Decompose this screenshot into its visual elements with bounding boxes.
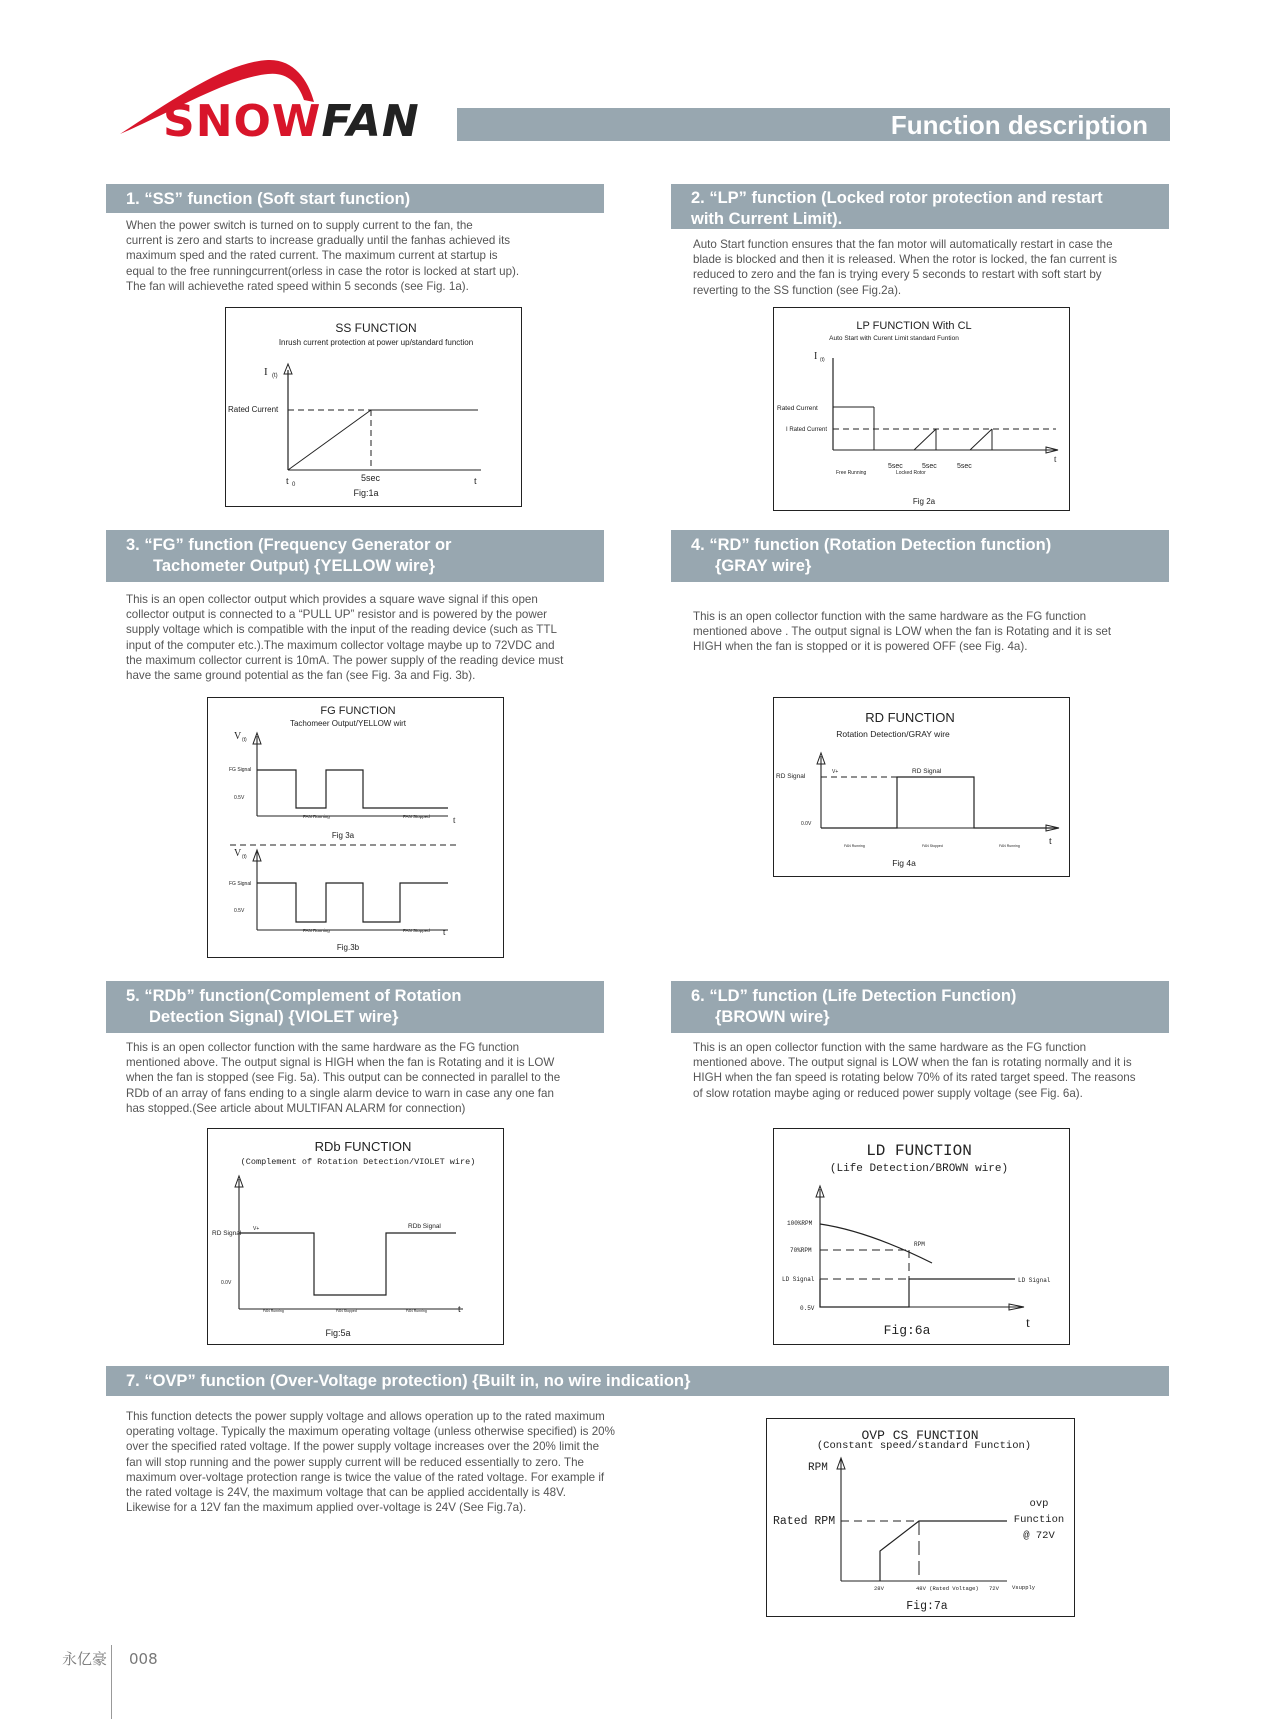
fig5-run2-label: FAN Running — [406, 1309, 427, 1313]
text-line: This function detects the power supply voltage and allows operation up to the rated maximum — [126, 1410, 605, 1423]
figure-5a — [207, 1128, 504, 1345]
section-7-title — [106, 1366, 1169, 1396]
fig6-rpm70-label: 70%RPM — [790, 1247, 812, 1254]
footer-company: 永亿豪 — [62, 1650, 108, 1668]
fig6-low-label: 0.5V — [800, 1305, 815, 1312]
text-line: When the power switch is turned on to supply current to the fan, the — [126, 219, 473, 232]
fig5-vplus: V+ — [253, 1226, 260, 1232]
section-3-body — [126, 592, 563, 683]
fig4-low-label: 0.0V — [801, 821, 812, 827]
section-5-title — [106, 981, 604, 1033]
page-title: Function description — [890, 110, 1148, 140]
fig7-28v-label: 28V — [874, 1585, 884, 1592]
section-2-title-line1: 2. “LP” function (Locked rotor protection and restart — [691, 189, 1103, 207]
fig4-vplus: V+ — [832, 769, 839, 775]
section-2-title — [671, 184, 1169, 229]
text-line: equal to the free runningcurrent(orless in case the rotor is locked at start up). — [126, 264, 520, 278]
figure-3 — [207, 697, 504, 958]
fig5-low-label: 0.0V — [221, 1280, 232, 1286]
fig1-y-label: I — [264, 366, 268, 378]
text-line: blade is blocked and then it is released. When the rotor is locked, the fan current is — [693, 253, 1118, 267]
section-5-title-line2: Detection Signal) {VIOLET wire} — [149, 1008, 399, 1026]
text-line: mentioned above. The output signal is HIGH when the fan is Rotating and it is LOW — [126, 1056, 555, 1070]
text-line: This is an open collector function with the same hardware as the FG function — [693, 610, 1087, 623]
text-line: the maximum collector current is 10mA. The power supply of the reading device must — [126, 653, 564, 667]
fig2-free-running: Free Running — [836, 470, 867, 476]
fig7-72v-label: 72V — [989, 1585, 999, 1592]
section-4-title-line1: 4. “RD” function (Rotation Detection function) — [691, 536, 1052, 554]
section-5-body — [126, 1040, 560, 1116]
fig7-ovp-line3: @ 72V — [1023, 1530, 1055, 1542]
fig3a-stop-label: FAN Stopped — [403, 814, 430, 819]
fig4-run-label: FAN Running — [844, 844, 865, 848]
section-5-title-line1: 5. “RDb” function(Complement of Rotation — [126, 987, 462, 1005]
fig3b-v: V — [234, 848, 242, 859]
text-line: the rated voltage is 24V, the maximum voltage that can be applied accidentally is 48V. — [126, 1486, 566, 1500]
fig3b-signal-label: FG Signal — [229, 881, 252, 887]
text-line: operating voltage. Typically the maximum operating voltage (unless otherwise specified) is 20% — [126, 1425, 615, 1439]
fig5-t: t — [458, 1304, 461, 1315]
fig4-signal-label: RD Signal — [776, 773, 806, 780]
fig6-t: t — [1026, 1316, 1030, 1331]
fig3b-stop-label: FAN Stopped — [403, 928, 430, 933]
fig3a-run-label: FAN Running — [303, 814, 330, 819]
fig4-title: RD FUNCTION — [865, 710, 955, 725]
text-line: over the specified rated voltage. If the power supply voltage increases over the 20% limit the — [126, 1440, 600, 1454]
text-line: supply voltage which is compatible with the input of the reading device (such as TTL — [126, 623, 557, 637]
fig4-stop-label: FAN Stopped — [922, 844, 943, 848]
fig5-signal2-label: RDb Signal — [408, 1223, 441, 1230]
fig3a-caption: Fig 3a — [331, 831, 355, 840]
fig5-run-label: FAN Running — [263, 1309, 284, 1313]
fig4-signal2-label: RD Signal — [912, 768, 942, 775]
fig7-title: OVP CS FUNCTION — [861, 1428, 979, 1443]
section-6-body — [693, 1040, 1136, 1101]
fig3-title: FG FUNCTION — [320, 705, 396, 717]
fig7-ovp-line2: Function — [1013, 1514, 1065, 1526]
fig7-rated-label: Rated RPM — [773, 1515, 836, 1528]
footer — [62, 1648, 158, 1669]
text-line: fan will stop running and the power supply current will be reduced essentially to zero. The — [126, 1455, 584, 1469]
fig4-t: t — [1049, 836, 1052, 847]
text-line: of slow rotation maybe aging or reduced power supply voltage (see Fig. 6a). — [693, 1086, 1083, 1100]
text-line: HIGH when the fan speed is rotating below 70% of its rated target speed. The reasons — [693, 1071, 1136, 1085]
fig2-caption: Fig 2a — [912, 497, 936, 506]
fig7-48v-label: 48V (Rated Voltage) — [916, 1585, 979, 1592]
fig1-5sec: 5sec — [361, 473, 381, 483]
fig6-ld-signal-label: LD Signal — [782, 1276, 815, 1283]
text-line: maximum over-voltage protection range is twice the value of the rated voltage. For example if — [126, 1470, 605, 1484]
fig2-title: LP FUNCTION With CL — [856, 320, 972, 332]
fig2-5sec-2: 5sec — [922, 463, 937, 470]
text-line: current is zero and starts to increase gradually until the fanhas achieved its — [126, 234, 511, 248]
figure-1a — [225, 307, 522, 507]
logo-wordmark — [163, 96, 420, 147]
fig4-caption: Fig 4a — [892, 858, 916, 868]
fig6-caption: Fig:6a — [883, 1323, 931, 1338]
section-6-title-line2: {BROWN wire} — [715, 1008, 830, 1026]
fig3b-low-label: 0.5V — [234, 908, 245, 914]
text-line: maximum sped and the rated current. The maximum current at startup is — [126, 249, 498, 263]
figure-4a — [773, 697, 1070, 877]
fig6-ld-signal2-label: LD Signal — [1018, 1277, 1051, 1284]
fig1-t: t — [474, 476, 477, 487]
fig3a-v-sub: (t) — [242, 737, 247, 743]
fig3b-caption: Fig.3b — [336, 943, 360, 952]
section-1-title-line1: 1. “SS” function (Soft start function) — [126, 190, 411, 208]
text-line: reduced to zero and the fan is trying every 5 seconds to restart with soft start by — [693, 268, 1102, 282]
text-line: The fan will achievethe rated speed within 5 seconds (see Fig. 1a). — [126, 279, 469, 293]
figure-6a — [773, 1128, 1070, 1345]
text-line: This is an open collector function with the same hardware as the FG function — [126, 1041, 520, 1054]
text-line: when the fan is stopped (see Fig. 5a). This output can be connected in parallel to the — [126, 1071, 561, 1085]
text-line: RDb of an array of fans ending to a single alarm device to warn in case any one fan — [126, 1086, 554, 1100]
section-1-body — [126, 218, 519, 294]
fig2-irated-label: I Rated Current — [786, 427, 828, 433]
section-2-title-line2: with Current Limit). — [691, 210, 843, 228]
text-line: This is an open collector output which provides a square wave signal if this open — [126, 593, 538, 606]
fig3-subtitle: Tachomeer Output/YELLOW wirt — [289, 719, 407, 728]
fig6-rpm-label: RPM — [914, 1241, 925, 1248]
section-3-title — [106, 530, 604, 582]
fig7-subtitle: (Constant speed/standard Function) — [816, 1440, 1032, 1452]
fig2-5sec-3: 5sec — [957, 463, 972, 470]
fig3b-v-sub: (t) — [242, 854, 247, 860]
text-line: This is an open collector function with the same hardware as the FG function — [693, 1041, 1087, 1054]
fig6-rpm100-label: 100%RPM — [787, 1220, 813, 1227]
fig1-rated-label: Rated Current — [228, 405, 279, 414]
text-line: Auto Start function ensures that the fan motor will automatically restart in case the — [693, 238, 1113, 251]
fig2-subtitle: Auto Start with Curent Limit standard Funtion — [829, 335, 959, 342]
logo-fan: FAN — [321, 96, 420, 147]
fig3a-low-label: 0.5V — [234, 795, 245, 801]
text-line: HIGH when the fan is stopped or it is powered OFF (see Fig. 4a). — [693, 640, 1028, 654]
fig5-caption: Fig:5a — [325, 1328, 351, 1338]
logo-snow: SNOW — [163, 96, 322, 147]
fig2-t: t — [1054, 454, 1057, 464]
fig7-vsupply-label: Vsupply — [1012, 1584, 1036, 1591]
fig1-caption: Fig:1a — [353, 488, 379, 498]
section-3-title-line1: 3. “FG” function (Frequency Generator or — [126, 536, 452, 554]
text-line: reverting to the SS function (see Fig.2a). — [693, 283, 902, 297]
fig2-locked-rotor: Locked Rotor — [896, 470, 926, 476]
figure-7a — [766, 1418, 1075, 1617]
fig2-5sec-1: 5sec — [888, 463, 903, 470]
footer-page-number: 008 — [129, 1650, 158, 1668]
section-2-body — [693, 237, 1117, 298]
fig2-y-label: I — [814, 351, 818, 362]
fig2-y-sub: (t) — [820, 357, 825, 363]
fig7-rpm-label: RPM — [808, 1462, 828, 1474]
fig3a-signal-label: FG Signal — [229, 767, 252, 773]
section-4-title-line2: {GRAY wire} — [715, 557, 812, 575]
fig4-subtitle: Rotation Detection/GRAY wire — [836, 729, 950, 739]
text-line: mentioned above. The output signal is LOW when the fan is rotating normally and it is — [693, 1056, 1132, 1070]
fig3a-t: t — [453, 815, 456, 825]
fig7-ovp-line1: ovp — [1029, 1498, 1049, 1510]
fig1-t0-sub: 0 — [292, 482, 296, 488]
section-6-title — [671, 981, 1169, 1033]
fig1-t0: t — [286, 476, 289, 487]
fig1-subtitle: Inrush current protection at power up/standard function — [278, 338, 474, 347]
fig6-title: LD FUNCTION — [866, 1142, 972, 1160]
text-line: Likewise for a 12V fan the maximum applied over-voltage is 24V (See Fig.7a). — [126, 1501, 527, 1515]
fig4-run2-label: FAN Running — [999, 844, 1020, 848]
text-line: collector output is connected to a “PULL UP” resistor and is powered by the power — [126, 608, 548, 622]
fig2-rated-label: Rated Current — [777, 405, 818, 412]
fig1-y-sub: (t) — [272, 373, 278, 379]
snowfan-logo — [118, 54, 428, 146]
fig3b-run-label: FAN Running — [303, 928, 330, 933]
text-line: have the same ground potential as the fan (see Fig. 3a and Fig. 3b). — [126, 669, 476, 683]
section-1-title — [106, 184, 604, 213]
fig3b-t: t — [443, 927, 446, 937]
section-4-body — [693, 609, 1111, 655]
fig5-signal-label: RD Signal — [212, 1230, 242, 1237]
text-line: input of the computer etc.).The maximum collector voltage maybe up to 72VDC and — [126, 638, 555, 652]
section-7-title-line1: 7. “OVP” function (Over-Voltage protection) {Built in, no wire indication} — [126, 1372, 691, 1390]
fig5-title: RDb FUNCTION — [314, 1139, 412, 1154]
fig5-stop-label: FAN Stopped — [336, 1309, 357, 1313]
section-3-title-line2: Tachometer Output) {YELLOW wire} — [153, 557, 436, 575]
text-line: mentioned above . The output signal is LOW when the fan is Rotating and it is set — [693, 625, 1112, 639]
section-4-title — [671, 530, 1169, 582]
figure-2a — [773, 307, 1070, 511]
fig7-caption: Fig:7a — [906, 1600, 948, 1613]
fig5-subtitle: (Complement of Rotation Detection/VIOLET wire) — [240, 1157, 476, 1167]
fig6-subtitle: (Life Detection/BROWN wire) — [829, 1163, 1009, 1175]
section-6-title-line1: 6. “LD” function (Life Detection Function) — [691, 987, 1017, 1005]
fig1-title: SS FUNCTION — [335, 321, 417, 335]
header-bar — [457, 108, 1170, 141]
text-line: has stopped.(See article about MULTIFAN ALARM for connection) — [126, 1101, 466, 1115]
section-7-body — [126, 1409, 615, 1515]
fig3a-v: V — [234, 731, 242, 742]
